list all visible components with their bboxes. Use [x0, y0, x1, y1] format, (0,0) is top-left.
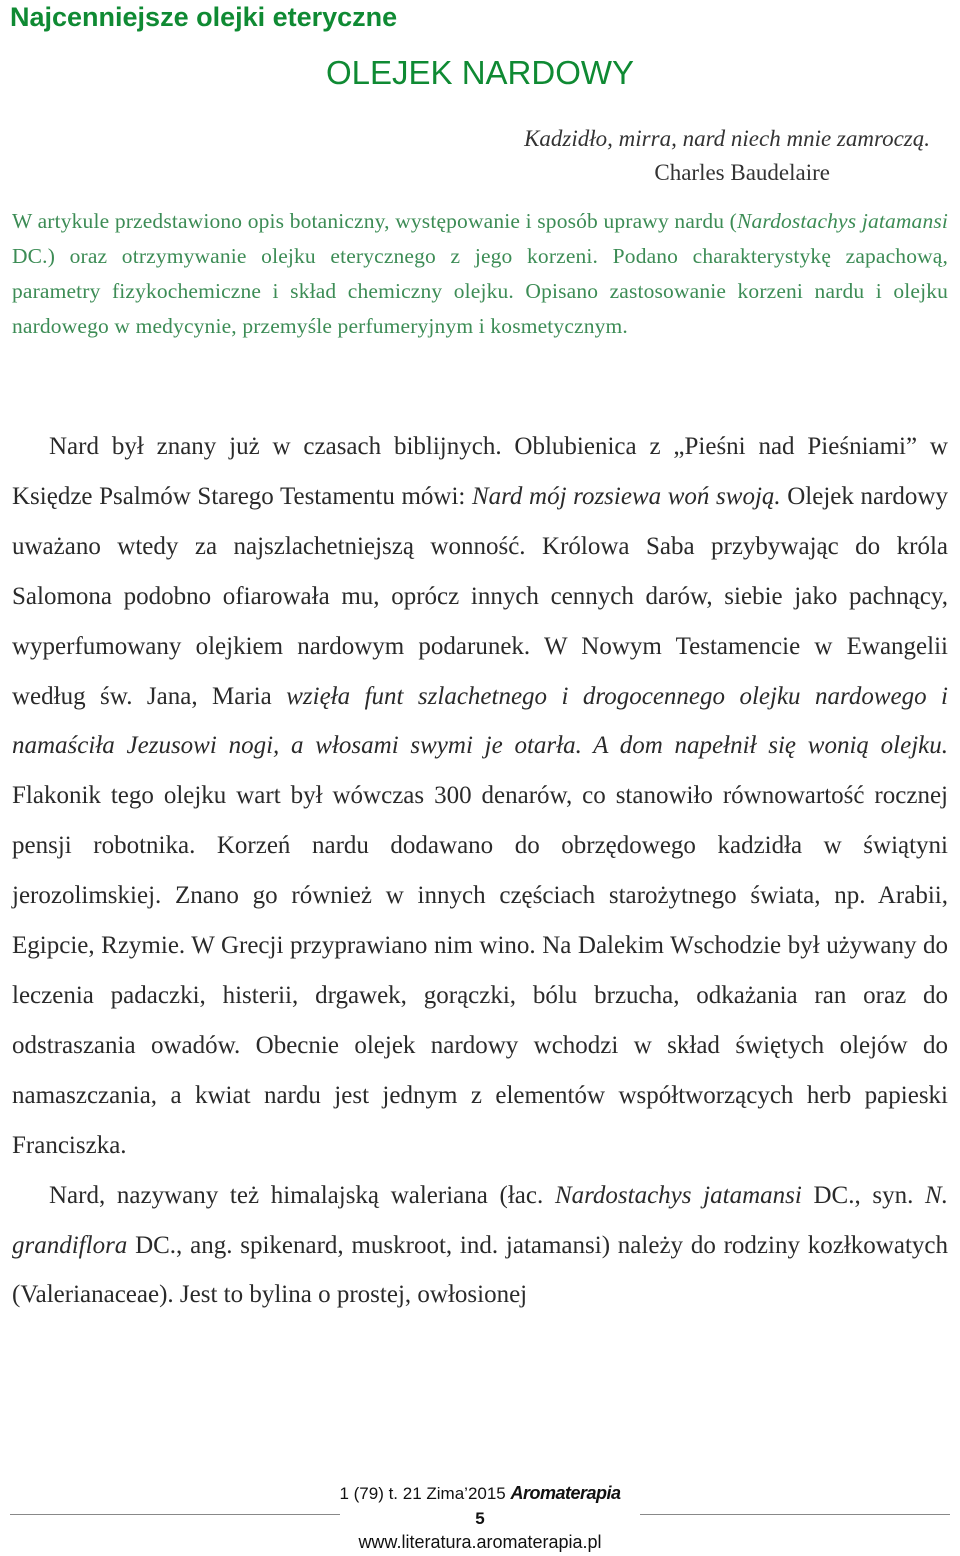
body-text: Flakonik tego olejku wart był wówczas 300 denarów, co stanowiło równowartość rocznej pensji robotnika. Korzeń nardu dodawano do obrzędowego kadzidła w świątyni jerozolimskiej. Znano go również w innych częściach starożytnego świata, np. Arabii, Egipcie, Rzymie. W Grecji przyprawiano nim wino. Na Dalekim Wschodzie był używany do leczenia padaczki, histerii, drgawek, gorączki, bólu brzucha, odkażania ran oraz do odstraszania owadów. Obecnie olejek nardowy wchodzi w skład świętych olejów do namaszczania, a kwiat nardu jest jednym z elementów współtworzących herb papieski Franciszka. [12, 782, 948, 1159]
footer-url[interactable]: www.literatura.aromaterapia.pl [358, 1532, 602, 1552]
body-species: N. grandiflora [12, 1181, 948, 1259]
footer-issue [0, 1483, 960, 1504]
body-text: Nard był znany już w czasach biblijnych. Oblubienica z „Pieśni nad Pieśniami” w Księdze Psalmów Starego Testamentu mówi: [12, 433, 948, 510]
body-paragraph [12, 1171, 948, 1321]
epigraph [524, 122, 930, 190]
body-quote: wzięła funt szlachetnego i drogocennego olejku nardowego i namaściła Jezusowi nogi, a włosami swymi je otarła. A dom napełnił się wonią olejku. [12, 682, 948, 760]
article-body [12, 422, 948, 1320]
abstract-text: W artykule przedstawiono opis botaniczny, występowanie i sposób uprawy nardu ( [12, 209, 737, 233]
body-quote: Nard mój rozsiewa woń swoją. [471, 482, 781, 510]
body-text: DC., syn. [801, 1181, 926, 1209]
series-title: Najcenniejsze olejki eteryczne [10, 2, 398, 32]
page-number: 5 [475, 1509, 485, 1528]
article-title: OLEJEK NARDOWY [325, 54, 635, 91]
epigraph-author: Charles Baudelaire [654, 160, 830, 185]
body-species: Nardostachys jatamansi [554, 1181, 802, 1209]
abstract-species: Nardostachys jatamansi [737, 209, 948, 233]
body-text: Nard, nazywany też himalajską waleriana (łac. [49, 1181, 555, 1209]
body-paragraph [12, 422, 948, 1171]
brand-logo: Aromaterapia [510, 1483, 621, 1503]
body-text: Olejek nardowy uważano wtedy za najszlachetniejszą wonność. Królowa Saba przybywając do króla Salomona podobno ofiarowała mu, oprócz innych cennych darów, siebie jako pachnący, wyperfumowany olejkiem nardowym podarunek. W Nowym Testamencie w Ewangelii według św. Jana, Maria [12, 482, 948, 710]
abstract-text: DC.) oraz otrzymywanie olejku eterycznego z jego korzeni. Podano charakterystykę zapachową, parametry fizykochemiczne i skład chemiczny olejku. Opisano zastosowanie korzeni nardu i olejku nardowego w medycynie, przemyśle perfumeryjnym i kosmetycznym. [12, 244, 948, 338]
epigraph-quote: Kadzidło, mirra, nard niech mnie zamroczą. [524, 126, 930, 151]
abstract [12, 204, 948, 344]
body-text: DC., ang. spikenard, muskroot, ind. jatamansi) należy do rodziny kozłkowatych (Valerianaceae). Jest to bylina o prostej, owłosionej [12, 1231, 948, 1309]
issue-text: 1 (79) t. 21 Zima’2015 [339, 1484, 506, 1503]
